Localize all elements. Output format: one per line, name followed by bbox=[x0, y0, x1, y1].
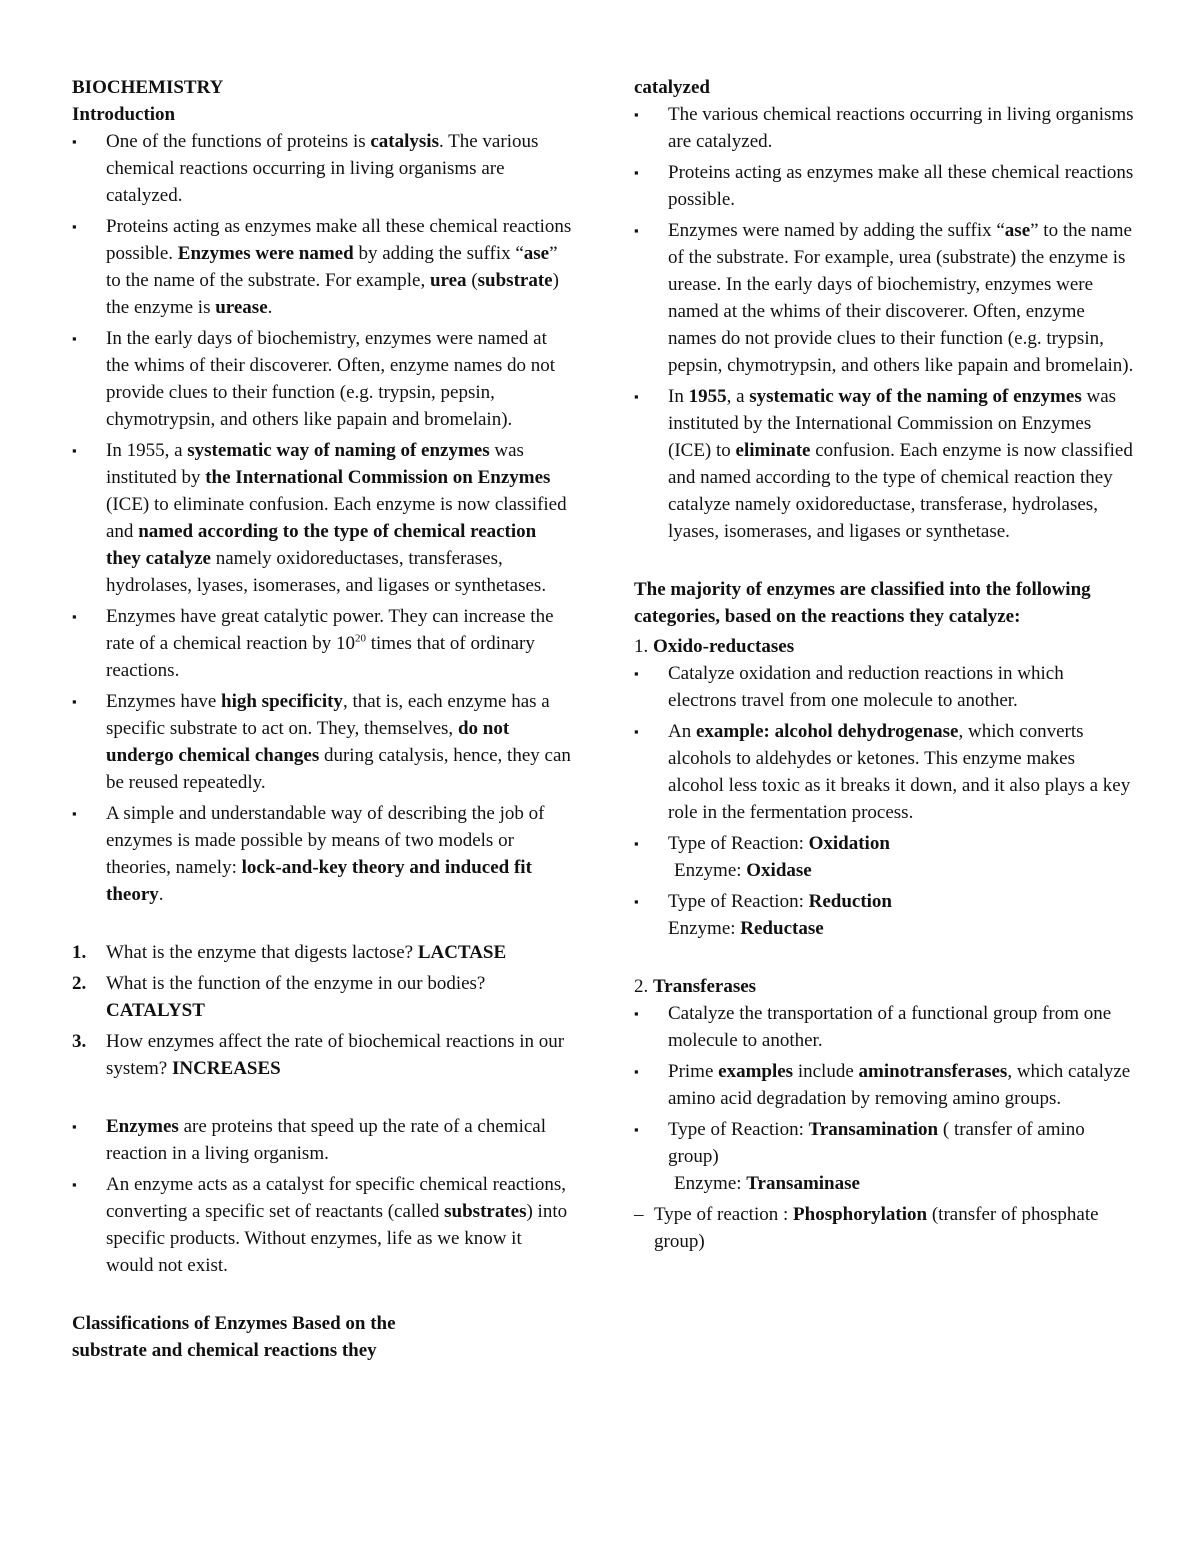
list-item bbox=[72, 800, 572, 908]
question-number: 1. bbox=[72, 942, 87, 963]
bullet-icon: ▪ bbox=[634, 894, 639, 909]
bullet-icon: ▪ bbox=[72, 331, 77, 346]
list-item bbox=[634, 101, 1134, 155]
item-text: Type of Reaction: Transamination ( transfer of amino group) Enzyme: Transaminase bbox=[668, 1119, 1085, 1194]
item-text: An example: alcohol dehydrogenase, which converts alcohols to aldehydes or ketones. This enzyme makes alcohol less toxic as it breaks it down, and it also plays a key role in the fermentation process. bbox=[668, 721, 1131, 823]
item-text: Catalyze the transportation of a functional group from one molecule to another. bbox=[668, 1003, 1112, 1051]
question-number: 3. bbox=[72, 1031, 87, 1052]
item-text: An enzyme acts as a catalyst for specific chemical reactions, converting a specific set of reactants (called substrates) into specific products. Without enzymes, life as we know it would not exist. bbox=[106, 1174, 568, 1276]
list-item bbox=[72, 1113, 572, 1167]
dash-icon: – bbox=[634, 1204, 644, 1225]
item-text: Type of Reaction: Oxidation Enzyme: Oxidase bbox=[668, 833, 890, 881]
bullet-icon: ▪ bbox=[634, 165, 639, 180]
question-text: How enzymes affect the rate of biochemical reactions in our system? INCREASES bbox=[106, 1031, 565, 1079]
question-text: What is the enzyme that digests lactose? LACTASE bbox=[106, 942, 507, 963]
list-item bbox=[634, 830, 1134, 884]
item-text: Enzymes have high specificity, that is, each enzyme has a specific substrate to act on. They, themselves, do not undergo chemical changes during catalysis, hence, they can be reused repeatedly. bbox=[106, 691, 571, 793]
question-item bbox=[72, 939, 572, 966]
list-item bbox=[634, 217, 1134, 379]
bullet-icon: ▪ bbox=[634, 107, 639, 122]
item-text: Type of reaction : Phosphorylation (transfer of phosphate group) bbox=[654, 1204, 1099, 1252]
item-text: The various chemical reactions occurring in living organisms are catalyzed. bbox=[668, 104, 1134, 152]
classification-heading: Classifications of Enzymes Based on the substrate and chemical reactions they bbox=[72, 1313, 396, 1361]
list-item bbox=[634, 660, 1134, 714]
list-item bbox=[72, 688, 572, 796]
item-text: Enzymes have great catalytic power. They can increase the rate of a chemical reaction by $10^{20}$ times that of ordinary reactions. bbox=[106, 606, 554, 681]
bullet-icon: ▪ bbox=[72, 134, 77, 149]
list-item bbox=[72, 1171, 572, 1279]
list-item bbox=[634, 159, 1134, 213]
bullet-icon: ▪ bbox=[72, 694, 77, 709]
bullet-icon: ▪ bbox=[72, 1119, 77, 1134]
bullet-icon: ▪ bbox=[72, 1177, 77, 1192]
list-item bbox=[72, 603, 572, 684]
item-text: Prime examples include aminotransferases, which catalyze amino acid degradation by removing amino groups. bbox=[668, 1061, 1131, 1109]
list-item bbox=[634, 1201, 1134, 1255]
item-text: Proteins acting as enzymes make all these chemical reactions possible. bbox=[668, 162, 1134, 210]
list-item bbox=[634, 1000, 1134, 1054]
question-number: 2. bbox=[72, 973, 87, 994]
item-text: Enzymes were named by adding the suffix “ase” to the name of the substrate. For example, urea (substrate) the enzyme is urease. In the early days of biochemistry, enzymes were named at the whims of their discoverer. Often, enzyme names do not provide clues to their function (e.g. trypsin, pepsin, chymotrypsin, and others like papain and bromelain). bbox=[668, 220, 1134, 376]
bullet-icon: ▪ bbox=[634, 223, 639, 238]
item-text: Proteins acting as enzymes make all these chemical reactions possible. Enzymes were named by adding the suffix “ase” to the name of the substrate. For example, urea (substrate) the enzyme is urease. bbox=[106, 216, 572, 318]
item-text: Catalyze oxidation and reduction reactions in which electrons travel from one molecule to another. bbox=[668, 663, 1064, 711]
list-item bbox=[72, 213, 572, 321]
bullet-icon: ▪ bbox=[634, 1064, 639, 1079]
item-text: A simple and understandable way of describing the job of enzymes is made possible by means of two models or theories, namely: lock-and-key theory and induced fit theory. bbox=[106, 803, 545, 905]
list-item bbox=[634, 718, 1134, 826]
list-item bbox=[634, 1116, 1134, 1197]
list-item bbox=[634, 1058, 1134, 1112]
intro-heading: Introduction bbox=[72, 104, 176, 125]
document-title: BIOCHEMISTRY bbox=[72, 77, 224, 98]
right-column bbox=[634, 74, 1134, 1259]
question-item bbox=[72, 1028, 572, 1082]
oxidoreductases-heading: 1. Oxido-reductases bbox=[634, 636, 795, 657]
bullet-icon: ▪ bbox=[634, 1122, 639, 1137]
bullet-icon: ▪ bbox=[72, 443, 77, 458]
list-item bbox=[72, 437, 572, 599]
question-item bbox=[72, 970, 572, 1024]
left-column bbox=[72, 74, 572, 1364]
item-text: In 1955, a systematic way of the naming of enzymes was instituted by the International Commission on Enzymes (ICE) to eliminate confusion. Each enzyme is now classified and named according to the type of chemical reaction they catalyze namely oxidoreductase, transferase, hydrolases, lyases, isomerases, and ligases or synthetase. bbox=[668, 386, 1133, 542]
item-text: In 1955, a systematic way of naming of enzymes was instituted by the International Commission on Enzymes (ICE) to eliminate confusion. Each enzyme is now classified and named according to the type of chemical reaction they catalyze namely oxidoreductases, transferases, hydrolases, lyases, isomerases, and ligases or synthetases. bbox=[106, 440, 567, 596]
bullet-icon: ▪ bbox=[634, 389, 639, 404]
item-text: Enzymes are proteins that speed up the rate of a chemical reaction in a living organism. bbox=[106, 1116, 546, 1164]
bullet-icon: ▪ bbox=[634, 666, 639, 681]
bullet-icon: ▪ bbox=[634, 836, 639, 851]
list-item bbox=[634, 888, 1134, 942]
continued-heading: catalyzed bbox=[634, 77, 710, 98]
list-item bbox=[72, 128, 572, 209]
item-text: In the early days of biochemistry, enzymes were named at the whims of their discoverer. Often, enzyme names do not provide clues to their function (e.g. trypsin, pepsin, chymotrypsin, and others like papain and bromelain). bbox=[106, 328, 556, 430]
categories-heading: The majority of enzymes are classified into the following categories, based on the reactions they catalyze: bbox=[634, 579, 1091, 627]
question-text: What is the function of the enzyme in our bodies? CATALYST bbox=[106, 973, 486, 1021]
list-item bbox=[634, 383, 1134, 545]
bullet-icon: ▪ bbox=[72, 806, 77, 821]
transferases-heading: 2. Transferases bbox=[634, 976, 757, 997]
bullet-icon: ▪ bbox=[634, 1006, 639, 1021]
item-text: One of the functions of proteins is catalysis. The various chemical reactions occurring in living organisms are catalyzed. bbox=[106, 131, 539, 206]
bullet-icon: ▪ bbox=[634, 724, 639, 739]
item-text: Type of Reaction: Reduction Enzyme: Reductase bbox=[668, 891, 893, 939]
bullet-icon: ▪ bbox=[72, 609, 77, 624]
list-item bbox=[72, 325, 572, 433]
bullet-icon: ▪ bbox=[72, 219, 77, 234]
